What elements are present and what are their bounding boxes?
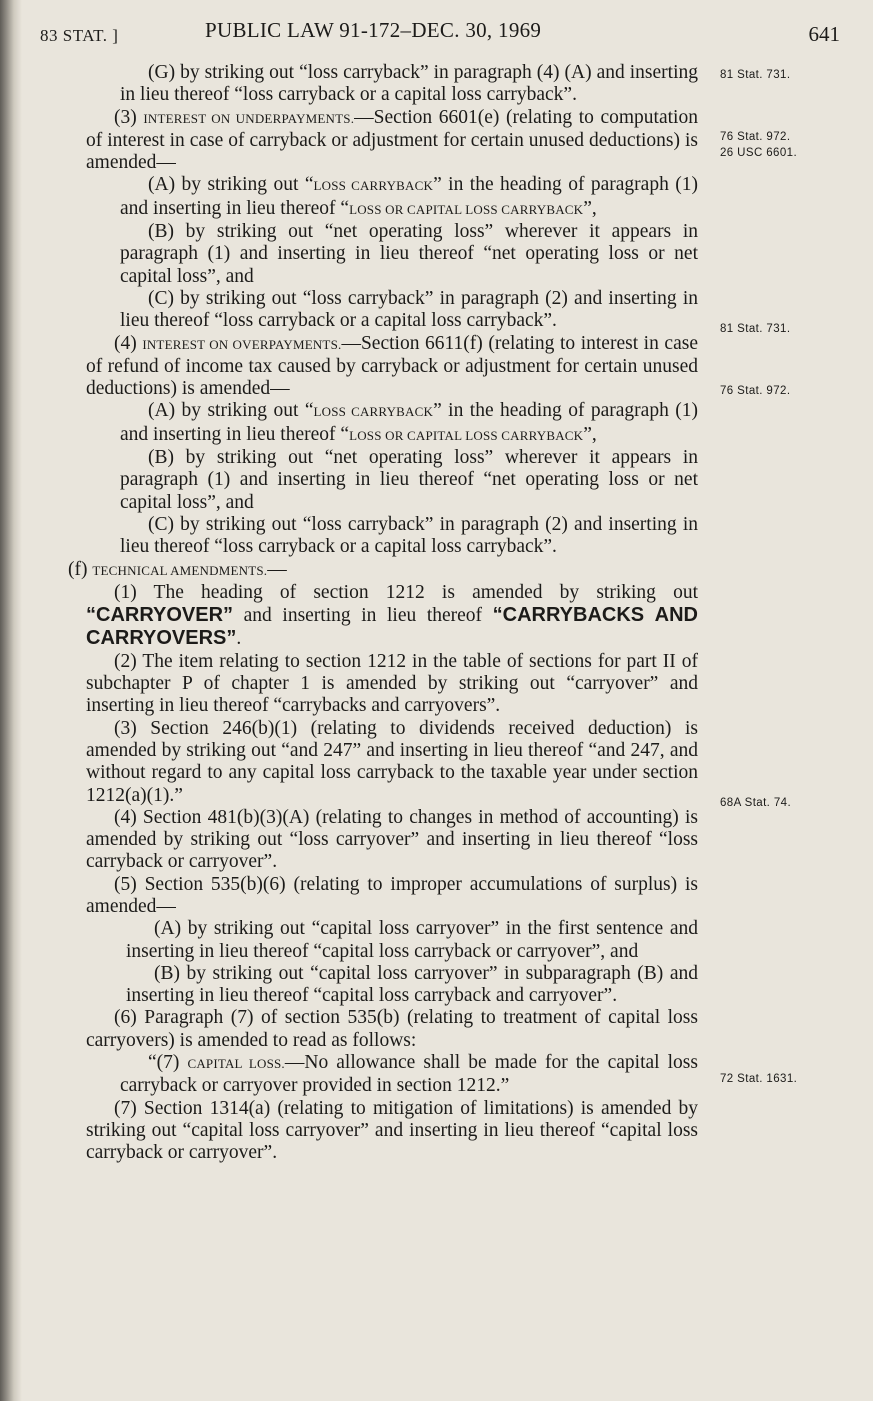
paragraph-f4: (4) Section 481(b)(3)(A) (relating to changes in method of accounting) is amended by striking out “loss carryover” and inserting in lieu thereof “loss carryback or carryover”. — [86, 806, 698, 873]
paragraph-g: (G) by striking out “loss carryback” in paragraph (4) (A) and inserting in lieu thereof “loss carryback or a capital loss carryback”. — [120, 62, 698, 106]
paragraph-f5b: (B) by striking out “capital loss carryover” in subparagraph (B) and inserting in lieu thereof “capital loss carryback and carryover”. — [126, 962, 698, 1007]
paragraph-3a: (A) by striking out “LOSS CARRYBACK” in the heading of paragraph (1) and inserting in lieu thereof “LOSS OR CAPITAL LOSS CARRYBACK”, — [120, 174, 699, 219]
section-heading: INTEREST ON OVERPAYMENTS. — [142, 336, 342, 352]
paragraph-4b: (B) by striking out “net operating loss” wherever it appears in paragraph (1) and inserting in lieu thereof “net operating loss or net capital loss”, and — [120, 447, 698, 513]
paragraph-4a: (A) by striking out “LOSS CARRYBACK” in the heading of paragraph (1) and inserting in lieu thereof “LOSS OR CAPITAL LOSS CARRYBACK”, — [120, 400, 699, 445]
paragraph-f5a: (A) by striking out “capital loss carryover” in the first sentence and inserting in lieu thereof “capital loss carryback or carryover”, and — [126, 918, 698, 962]
statute-text — [68, 62, 699, 1165]
paragraph-f3: (3) Section 246(b)(1) (relating to dividends received deduction) is amended by striking out “and 247” and inserting in lieu thereof “and 247, and without regard to any capital loss carryback to the taxable year under section 1212(a)(1).” — [86, 717, 698, 806]
subsection-f: (f) TECHNICAL AMENDMENTS.— — [68, 558, 287, 580]
section-heading: INTEREST ON UNDERPAYMENTS. — [143, 110, 355, 126]
page-number: 641 — [808, 22, 840, 46]
paragraph-f7: (7) Section 1314(a) (relating to mitigation of limitations) is amended by striking out “capital loss carryover” and inserting in lieu thereof “capital loss carryback or carryover”. — [86, 1097, 698, 1164]
page-title: PUBLIC LAW 91-172–DEC. 30, 1969 — [205, 18, 542, 42]
paragraph-f2: (2) The item relating to section 1212 in the table of sections for part II of subchapter P of chapter 1 is amended by striking out “carryover” and inserting in lieu thereof “carrybacks and carryovers”. — [86, 650, 698, 717]
paragraph-3: (3) INTEREST ON UNDERPAYMENTS.—Section 6601(e) (relating to computation of interest in case of carryback or adjustment for certain unused deductions) is amended— — [86, 106, 698, 174]
paragraph-f5: (5) Section 535(b)(6) (relating to improper accumulations of surplus) is amended— — [86, 873, 698, 917]
paragraph-3c: (C) by striking out “loss carryback” in paragraph (2) and inserting in lieu thereof “loss carryback or a capital loss carryback”. — [120, 287, 698, 332]
margin-note: 81 Stat. 731. — [720, 69, 791, 81]
stat-reference: 83 STAT. ] — [40, 26, 119, 45]
margin-note: 26 USC 6601. — [720, 147, 798, 159]
paragraph-4: (4) INTEREST ON OVERPAYMENTS.—Section 6611(f) (relating to interest in case of refund of income tax caused by carryback or adjustment for certain unused deductions) is amended— — [86, 332, 698, 400]
margin-note: 76 Stat. 972. — [720, 131, 791, 143]
margin-note: 81 Stat. 731. — [720, 323, 791, 335]
paragraph-f6-quote: “(7) CAPITAL LOSS.—No allowance shall be made for the capital loss carryback or carryover provided in section 1212.” — [120, 1052, 698, 1097]
running-header — [40, 18, 840, 52]
margin-note: 68A Stat. 74. — [720, 797, 792, 809]
paragraph-f6: (6) Paragraph (7) of section 535(b) (relating to treatment of capital loss carryovers) is amended to read as follows: — [86, 1007, 698, 1051]
paragraph-3b: (B) by striking out “net operating loss” wherever it appears in paragraph (1) and inserting in lieu thereof “net operating loss or net capital loss”, and — [120, 221, 698, 287]
section-heading: CAPITAL LOSS. — [187, 1056, 285, 1072]
page-binding-edge — [0, 0, 22, 1401]
paragraph-f1: (1) The heading of section 1212 is amended by striking out “CARRYOVER” and inserting in lieu thereof “CARRYBACKS AND CARRYOVERS”. — [86, 581, 698, 650]
margin-note: 76 Stat. 972. — [720, 385, 791, 397]
section-heading: TECHNICAL AMENDMENTS. — [92, 562, 268, 578]
paragraph-4c: (C) by striking out “loss carryback” in paragraph (2) and inserting in lieu thereof “loss carryback or a capital loss carryback”. — [120, 513, 698, 558]
margin-note: 72 Stat. 1631. — [720, 1073, 798, 1085]
